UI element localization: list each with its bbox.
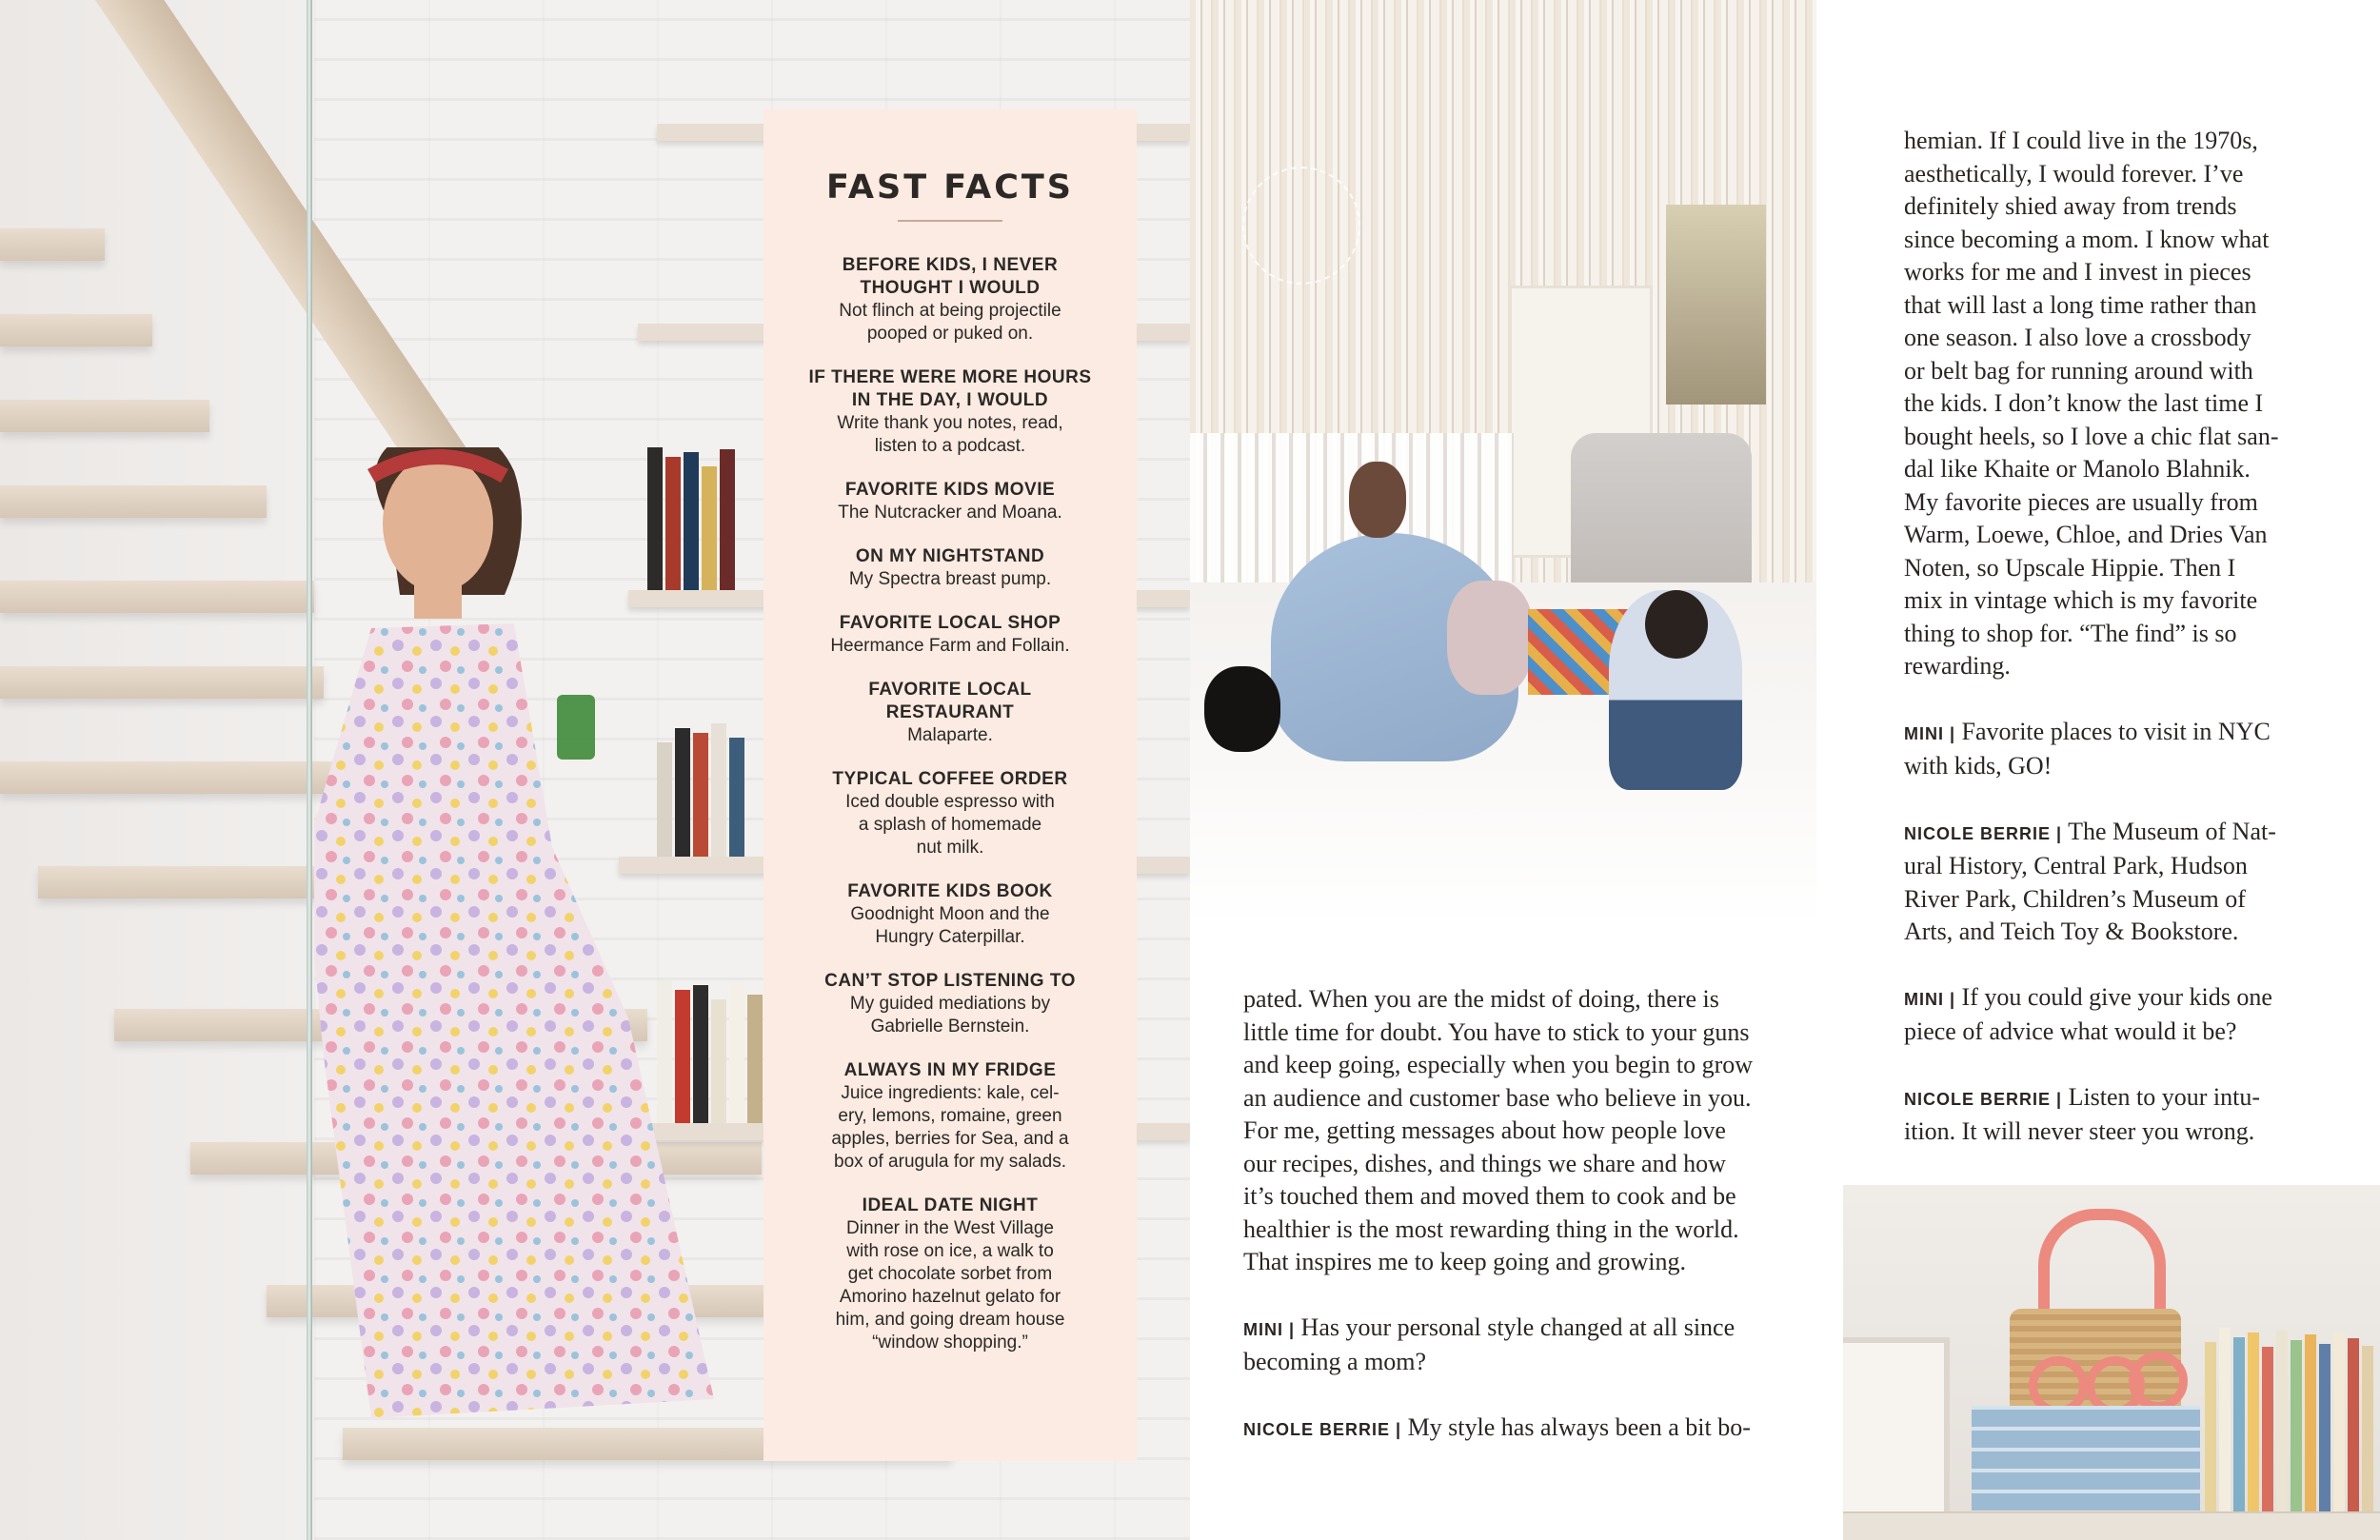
- fact-question: ALWAYS IN MY FRIDGE: [843, 1060, 1057, 1080]
- interview-question: [1904, 716, 2313, 783]
- article-column-middle: [1243, 983, 1815, 1478]
- fact-item: [807, 254, 1093, 346]
- answer-text: My style has always been a bit bo-: [1401, 1412, 1751, 1441]
- baby-figure: [1447, 581, 1533, 695]
- fact-answer: Goodnight Moon and the Hungry Caterpillar.: [850, 904, 1050, 947]
- fact-item: [807, 366, 1093, 458]
- question-text: If you could give your kids one piece of advice what would it be?: [1904, 982, 2272, 1045]
- boy-head: [1645, 590, 1708, 659]
- fact-question: CAN’T STOP LISTENING TO: [824, 971, 1076, 991]
- fact-answer: Malaparte.: [907, 725, 993, 745]
- basket-decoration: [2129, 1352, 2188, 1411]
- title-divider: [898, 220, 1002, 222]
- fact-item: [807, 880, 1093, 949]
- fact-question: IF THERE WERE MORE HOURS IN THE DAY, I WOULD: [808, 367, 1092, 410]
- speaker-label: NICOLE BERRIE |: [1904, 823, 2063, 843]
- fact-question: ON MY NIGHTSTAND: [855, 546, 1045, 566]
- interview-question: [1243, 1312, 1815, 1379]
- glass-panel-edge: [307, 0, 312, 1540]
- mother-head: [1349, 462, 1406, 538]
- plush-toy: [1204, 666, 1280, 752]
- fact-question: FAVORITE LOCAL SHOP: [839, 613, 1061, 633]
- fact-answer: The Nutcracker and Moana.: [838, 503, 1062, 523]
- fact-item: [807, 1194, 1093, 1354]
- wall-poster: [1666, 205, 1766, 405]
- article-paragraph: pated. When you are the midst of doing, there is little time for doubt. You have to stick to your guns and keep going, especially when you begin to grow an audience and customer base who believe in you. For me, getting messages about how people love our recipes, dishes, and things we share and how it’s touched them and moved them to cook and be healthier is the most rewarding thing in the world. That inspires me to keep going and growing.: [1243, 985, 1754, 1275]
- fact-item: [807, 479, 1093, 524]
- interview-question: [1904, 981, 2313, 1049]
- fact-question: BEFORE KIDS, I NEVER THOUGHT I WOULD: [842, 255, 1059, 298]
- fact-answer: Not flinch at being projectile pooped or puked on.: [839, 301, 1061, 344]
- speaker-label: MINI |: [1904, 989, 1956, 1009]
- interview-answer: [1243, 1412, 1815, 1447]
- speaker-label: MINI |: [1904, 723, 1956, 743]
- fact-item: [807, 679, 1093, 747]
- fact-item: [807, 612, 1093, 658]
- fact-item: [807, 545, 1093, 591]
- picture-frame: [1843, 1337, 1950, 1525]
- shelf-ledge: [1843, 1511, 2380, 1540]
- fact-question: TYPICAL COFFEE ORDER: [832, 769, 1068, 789]
- stair-step: [0, 666, 324, 699]
- answer-text: The Museum of Nat- ural History, Central Park, Hudson River Park, Children’s Museum of Arts, and Teich Toy & Bookstore.: [1904, 817, 2276, 945]
- interview-answer: [1904, 1081, 2313, 1149]
- fact-answer: Iced double espresso with a splash of homemade nut milk.: [845, 792, 1055, 858]
- fact-item: [807, 1059, 1093, 1174]
- fact-item: [807, 768, 1093, 859]
- answer-text: Listen to your intu- ition. It will never steer you wrong.: [1904, 1082, 2261, 1145]
- fast-facts-title: FAST FACTS: [826, 168, 1074, 207]
- speaker-label: NICOLE BERRIE |: [1243, 1419, 1402, 1439]
- fact-answer: Write thank you notes, read, listen to a podcast.: [837, 413, 1063, 456]
- fact-answer: Heermance Farm and Follain.: [830, 636, 1070, 656]
- article-paragraph: hemian. If I could live in the 1970s, aesthetically, I would forever. I’ve definitely shied away from trends since becoming a mom. I know what works for me and I invest in pieces that will last a long time rather than one season. I also love a crossbody or belt bag for running around with the kids. I don’t know the last time I bought heels, so I love a chic flat san- dal like Khaite or Manolo Blahnik. My favorite pieces are usually from Warm, Loewe, Chloe, and Dries Van Noten, so Upscale Hippie. Then I mix in vintage which is my favorite thing to shop for. “The find” is so rewarding.: [1904, 127, 2279, 680]
- stair-step: [0, 228, 105, 261]
- interview-answer: [1904, 816, 2313, 949]
- fact-question: FAVORITE KIDS BOOK: [847, 881, 1053, 901]
- stair-step: [0, 314, 152, 346]
- question-text: Favorite places to visit in NYC with kids, GO!: [1904, 717, 2271, 780]
- book-box-set: [1972, 1406, 2200, 1510]
- basket-shelf-photo: [1843, 1185, 2380, 1540]
- woman-in-floral-dress: [314, 447, 752, 1437]
- fact-answer: My Spectra breast pump.: [848, 569, 1052, 589]
- speaker-label: NICOLE BERRIE |: [1904, 1089, 2063, 1109]
- fact-item: [807, 970, 1093, 1038]
- chandelier: [1242, 167, 1360, 285]
- fact-answer: My guided mediations by Gabrielle Bernstein.: [849, 994, 1051, 1037]
- fact-question: IDEAL DATE NIGHT: [862, 1195, 1039, 1215]
- article-column-right: [1904, 125, 2313, 1181]
- stair-step: [0, 581, 314, 613]
- speaker-label: MINI |: [1243, 1319, 1296, 1339]
- nursery-family-photo: [1190, 0, 1816, 925]
- fact-answer: Dinner in the West Village with rose on ice, a walk to get chocolate sorbet from Amorino hazelnut gelato for him, and going dream house “window shopping.”: [835, 1218, 1065, 1352]
- fast-facts-panel: [764, 109, 1137, 1461]
- stair-step: [0, 485, 267, 518]
- fact-question: FAVORITE LOCAL RESTAURANT: [868, 680, 1032, 722]
- stair-step: [0, 400, 209, 432]
- fact-answer: Juice ingredients: kale, cel- ery, lemons, romaine, green apples, berries for Sea, and a box of arugula for my salads.: [831, 1083, 1069, 1172]
- fact-question: FAVORITE KIDS MOVIE: [844, 480, 1056, 500]
- children-books: [2205, 1328, 2380, 1513]
- question-text: Has your personal style changed at all since becoming a mom?: [1243, 1313, 1735, 1375]
